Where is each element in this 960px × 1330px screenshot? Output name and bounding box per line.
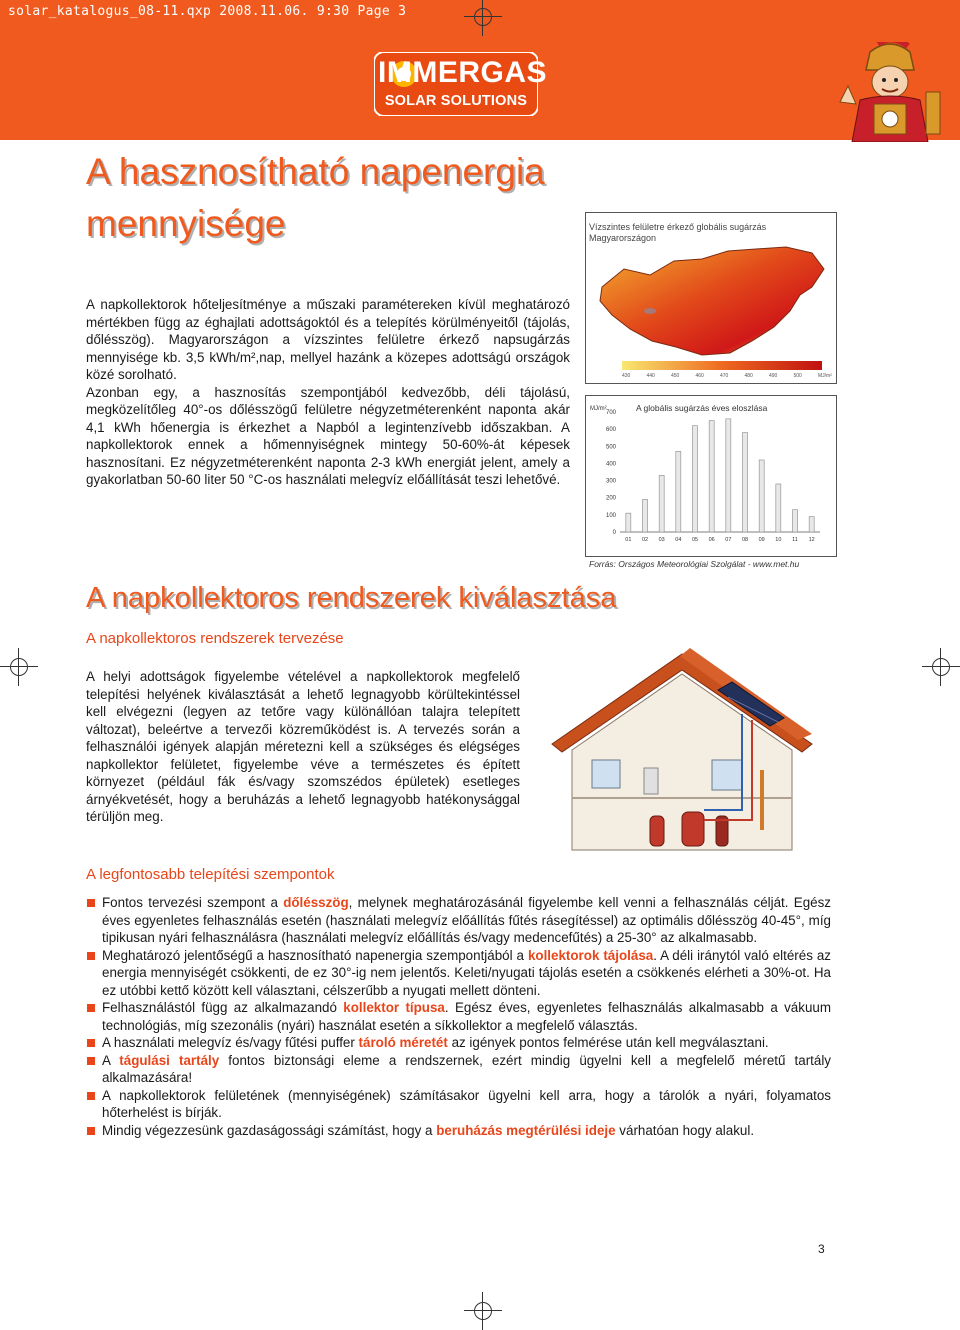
map-scale-label: 440 [646, 373, 655, 379]
roman-soldier-mascot-icon [830, 42, 950, 142]
bar [793, 510, 798, 532]
radiation-bar-chart [586, 396, 834, 554]
list-item: A tágulási tartály fontos biztonsági eleme a rendszernek, ezért mindig ügyelni kell a megfelelő méretű tartály alkalmazására! [86, 1052, 831, 1087]
map-scale-label: 480 [744, 373, 753, 379]
section-title: A napkollektoros rendszerek kiválasztása [86, 582, 617, 614]
page-number: 3 [818, 1242, 825, 1256]
bullet-square-icon [87, 1039, 95, 1047]
bullet-square-icon [87, 952, 95, 960]
bar [743, 433, 748, 532]
bullet-square-icon [87, 899, 95, 907]
x-tick-label: 04 [675, 537, 682, 543]
y-tick-label: 600 [605, 427, 616, 434]
intro-paragraph-2: Azonban egy, a hasznosítás szempontjából kedvezőbb, déli tájolású, megközelítőleg 40°-os dőlésszögű felületre négyzetméterenként naponta akár 4,1 kWh hőenergia is érkezhet a Napból a legintenzívebb időszakban. A napkollektorok ennek a hőmennyiségnek mintegy 50-60%-át képesek hasznosítani. Ez négyzetméterenként naponta 2-3 kWh energiát jelent, amely a gyakorlatban 50-60 liter 50 °C-os használati melegvíz előállítását teszi lehetővé. [86, 384, 570, 487]
map-scale-label: 430 [622, 373, 631, 379]
y-tick-label: 200 [605, 495, 616, 502]
list-item: Fontos tervezési szempont a dőlésszög, melynek meghatározásánál figyelembe kell venni a felhasználás célját. Egész éves egyenletes felhasználás esetén (használati melegvíz előállítás fűtés rásegítéssel) az optimális dőlésszög 40-45°, míg tipikusan nyári felhasználásra (használati melegvíz előállítás és/vagy medencefűtés) a 25-30° az alkalmasabb. [86, 894, 831, 947]
x-tick-label: 05 [691, 537, 699, 543]
map-scale-label: 450 [671, 373, 680, 379]
map-scale-label: 470 [720, 373, 729, 379]
logo-brand: IMMERGAS [378, 56, 547, 89]
subheading-installation: A legfontosabb telepítési szempontok [86, 866, 335, 883]
hungary-radiation-map [590, 245, 830, 377]
x-tick-label: 07 [725, 537, 732, 543]
bar [659, 475, 664, 532]
x-tick-label: 08 [741, 537, 749, 543]
x-tick-label: 09 [758, 537, 765, 543]
x-tick-label: 02 [641, 537, 649, 543]
subheading-design: A napkollektoros rendszerek tervezése [86, 630, 344, 647]
x-tick-label: 06 [708, 537, 715, 543]
list-item: Felhasználástól függ az alkalmazandó kollektor típusa. Egész éves, egyenletes felhasználás alkalmasabb a vákuum technológiás, míg szezonális (nyári) használat esetén a síkkollektor a megfelelő választás. [86, 999, 831, 1034]
bar [776, 484, 781, 532]
registration-mark-right [928, 654, 954, 680]
map-scale-label: 500 [793, 373, 802, 379]
list-item: Meghatározó jelentőségű a hasznosítható napenergia szempontjából a kollektorok tájolása. A déli iránytól való eltérés az energia mennyiségét csökkenti, de ez 30°-ig nem jelentős. Keleti/nyugati tájolás esetén a csökkenés elérheti a 30%-ot. Ha ez utóbbi kettő között kell választani, célszerűbb a nyugati mellett dönteni. [86, 947, 831, 1000]
map-caption: Vízszintes felületre érkező globális sugárzás Magyarországon [589, 222, 767, 243]
bullet-square-icon [87, 1127, 95, 1135]
x-tick-label: 10 [775, 537, 782, 543]
bar [626, 513, 631, 532]
chart-unit-label: MJ/m² [590, 406, 607, 412]
list-item: Mindig végezzesünk gazdaságossági számítást, hogy a beruházás megtérülési ideje várhatóan hogy alakul. [86, 1122, 831, 1140]
bullet-square-icon [87, 1057, 95, 1065]
bar [809, 517, 814, 532]
map-scale-labels [622, 373, 832, 379]
x-tick-label: 01 [625, 537, 632, 543]
bar [676, 451, 681, 532]
list-item: A használati melegvíz és/vagy fűtési puffer tároló méretét az igények pontos felmérése után kell megválasztani. [86, 1034, 831, 1052]
list-item: A napkollektorok felületének (mennyiségének) számításakor ügyelni kell arra, hogy a tárolók a nyári, folyamatos hőterhelést is bírják. [86, 1087, 831, 1122]
page-title [86, 146, 606, 250]
registration-mark-bottom [470, 1298, 496, 1324]
bullet-square-icon [87, 1004, 95, 1012]
x-tick-label: 03 [658, 537, 665, 543]
bar [693, 426, 698, 532]
map-scale-label: 460 [695, 373, 704, 379]
house-solar-system-illustration [532, 640, 832, 864]
x-tick-label: 11 [792, 537, 798, 543]
bullet-square-icon [87, 1092, 95, 1100]
logo-subtitle: SOLAR SOLUTIONS [384, 93, 528, 109]
y-tick-label: 0 [612, 530, 616, 536]
installation-list [86, 894, 831, 1139]
bar [643, 499, 648, 532]
y-tick-label: 300 [605, 478, 616, 485]
intro-paragraph-1: A napkollektorok hőteljesítménye a műszaki paramétereken kívül meghatározó mértékben függ az éghajlati adottságoktól és a telepítés körülményeitől (tájolás, dőlésszög). Magyarországon a vízszintes felületre érkező napsugárzás mennyisége kb. 3,5 kWh/m²,nap, mellyel hazánk a közepes adottságú országok közé sorolható. [86, 297, 570, 382]
registration-mark-left [6, 654, 32, 680]
y-tick-label: 500 [605, 444, 616, 451]
intro-text [86, 296, 570, 489]
x-tick-label: 12 [808, 537, 815, 543]
map-scale-label: MJ/m² [818, 373, 832, 379]
title-line-2: mennyisége [86, 203, 286, 244]
figure-source: Forrás: Országos Meteorológiai Szolgálat - www.met.hu [589, 559, 800, 569]
bar [709, 421, 714, 532]
print-slug: solar_katalogus_08-11.qxp 2008.11.06. 9:30 Page 3 [8, 4, 407, 19]
title-line-1: A hasznosítható napenergia [86, 151, 545, 192]
bar [726, 419, 731, 532]
registration-mark-top [470, 4, 496, 30]
bar [759, 460, 764, 532]
y-tick-label: 100 [605, 512, 616, 519]
bar-caption: A globális sugárzás éves eloszlása [636, 403, 768, 413]
design-text: A helyi adottságok figyelembe vételével a napkollektorok megfelelő telepítési helyének kiválasztását a lehető legnagyobb körültekintéssel kell elvégezni (legyen az tetőre vagy különállóan talajra telepített változat), beleértve a tervezői közreműködést is. A tervezés során a felhasználói igények alapján méretezni kell a szükséges és elégséges napkollektor felületet, figyelembe véve a természetes és épített környezet (például fák és/vagy szomszédos épületek) esetleges árnyékvetését, hogy a beruházás a lehető legnagyobb hatékonysággal térüljön meg. [86, 669, 520, 824]
map-scale-label: 490 [769, 373, 778, 379]
y-tick-label: 400 [605, 461, 616, 468]
y-tick-label: 700 [605, 410, 616, 416]
